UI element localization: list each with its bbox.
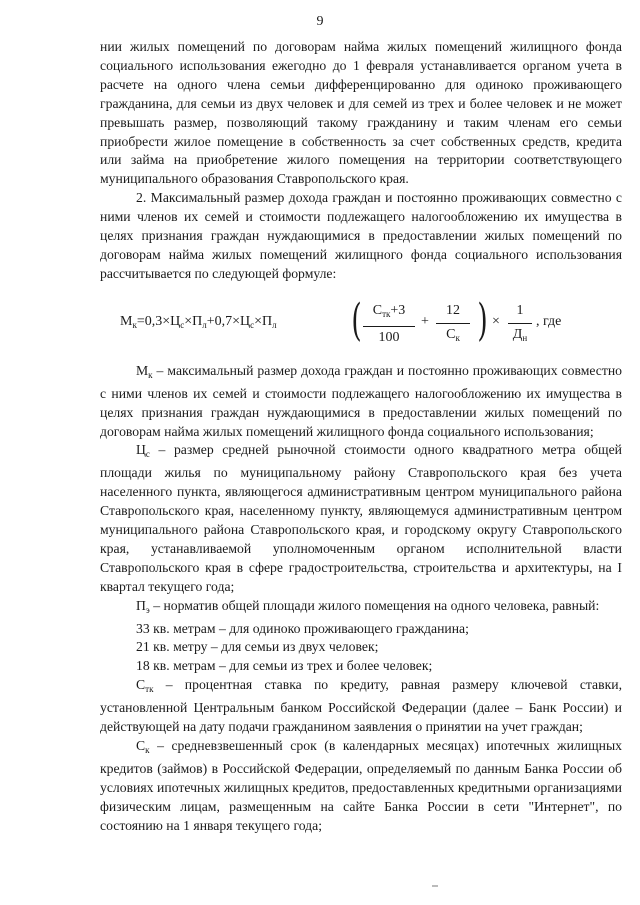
definition-ck: $С_к$ – средневзвешенный срок (в календарных месяцах) ипотечных жилищных кредитов (займов) в Российской Федерации, определяемый по данным Банка России об условиях ипотечных жилищных кредитов, предоставленных кредитными организациями физическим лицам, размещенным на сайте Банка России в сети "Интернет", по состоянию на 1 января текущего года; bbox=[100, 738, 622, 833]
page-number: 9 bbox=[316, 14, 324, 29]
document-body bbox=[100, 38, 622, 836]
formula-fraction-household: 1 $Д_н$ bbox=[508, 302, 532, 348]
formula-fraction-rate: $С_{тк}+3$ 100 bbox=[363, 302, 415, 348]
formula-left-part: $М_к=0,3\times Ц_с\times П_л+0,7\times Ц_с\times П_л$ bbox=[120, 313, 277, 330]
scan-mark bbox=[432, 885, 438, 887]
formula-close-paren: ) bbox=[477, 294, 488, 346]
formula-tail: , где bbox=[536, 313, 562, 329]
norm-single: 33 кв. метрам – для одиноко проживающего гражданина; bbox=[136, 620, 469, 636]
definition-p: $П_э$ – норматив общей площади жилого помещения на одного человека, равный: bbox=[136, 597, 600, 615]
formula-plus: + bbox=[421, 313, 429, 329]
formula-fraction-term: 12 $С_к$ bbox=[436, 302, 470, 348]
formula-times: × bbox=[492, 313, 500, 329]
norm-three-plus: 18 кв. метрам – для семьи из трех и более человек; bbox=[136, 658, 433, 674]
paragraph-2: 2. Максимальный размер дохода граждан и постоянно проживающих совместно с ними членов их семей и стоимости подлежащего налогообложению их имущества в целях признания граждан нуждающимися в предоставлении жилых помещений по договорам найма жилых помещений жилищного фонда социального использования рассчитывается по следующей формуле: bbox=[100, 190, 622, 281]
formula-open-paren: ( bbox=[351, 294, 362, 346]
definition-mk: $М_к$ – максимальный размер дохода граждан и постоянно проживающих совместно с ними членов их семей и стоимости подлежащего налогообложению их имущества в целях признания граждан нуждающимися в предоставлении жилых помещений по договорам найма жилых помещений жилищного фонда социального использования; bbox=[100, 362, 622, 439]
definition-ctk: $С_{тк}$ – процентная ставка по кредиту, равная размеру ключевой ставки, установленной Центральным банком Российской Федерации (далее – Банк России) и действующей на дату подачи гражданином заявления о принятии на учет граждан; bbox=[100, 677, 622, 735]
income-formula bbox=[100, 286, 622, 362]
norm-two: 21 кв. метру – для семьи из двух человек; bbox=[136, 639, 379, 655]
paragraph-continuation: нии жилых помещений по договорам найма жилых помещений жилищного фонда социального использования ежегодно до 1 февраля устанавливается органом учета в расчете на одного члена семьи дифференцированно для одиноко проживающего гражданина, для семьи из двух человек и для семей из трех и более человек и не может превышать размер, позволяющий такому гражданину и таким членам его семьи приобрести жилое помещение в собственность за счет собственных средств, кредита или займа на приобретение жилого помещения на территории соответствующего муниципального образования Ставропольского края. bbox=[100, 39, 622, 187]
definition-c: $Ц_с$ – размер средней рыночной стоимости одного квадратного метра общей площади жилья по муниципальному району Ставропольского края без учета населенного пункта, являющегося административным центром муниципального района Ставропольского края, населенному пункту, являющемуся административным центром муниципального района Ставропольского края, и городскому округу Ставропольского края, устанавливаемой уполномоченным органом исполнительной власти Ставропольского края в сфере градостроительства, строительства и архитектуры, на I квартал текущего года; bbox=[100, 442, 622, 594]
